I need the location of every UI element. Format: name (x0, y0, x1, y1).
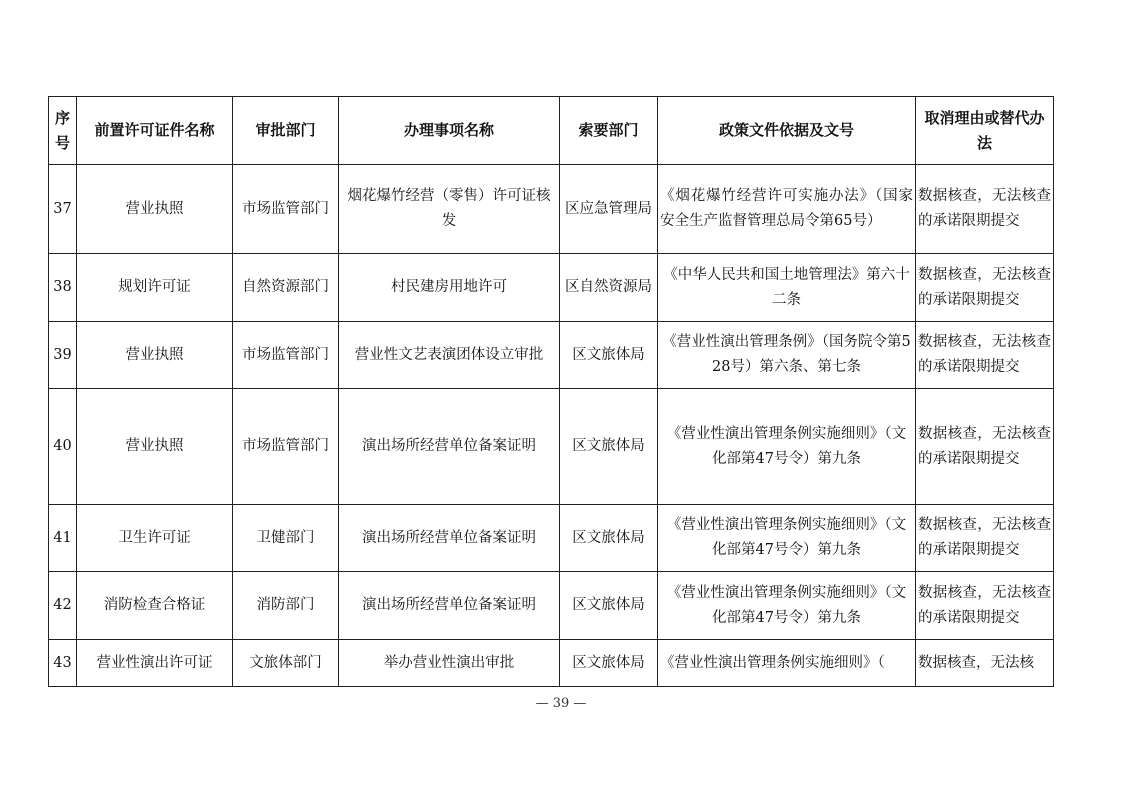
cell-policy: 《营业性演出管理条例实施细则》（ (658, 640, 916, 687)
cell-reason: 数据核查，无法核查的承诺限期提交 (916, 572, 1054, 640)
table-row (49, 322, 1054, 389)
header-policy-basis: 政策文件依据及文号 (658, 97, 916, 165)
cell-no: 42 (49, 572, 77, 640)
cell-no: 38 (49, 254, 77, 322)
cell-no: 37 (49, 165, 77, 254)
table-row (49, 165, 1054, 254)
cell-policy: 《营业性演出管理条例实施细则》（文化部第47号令）第九条 (658, 505, 916, 572)
cell-no: 40 (49, 389, 77, 505)
cell-req: 区文旅体局 (560, 572, 658, 640)
cell-dept: 市场监管部门 (233, 165, 339, 254)
header-cancel-reason: 取消理由或替代办法 (916, 97, 1054, 165)
header-approval-dept: 审批部门 (233, 97, 339, 165)
page-number: — 39 — (535, 696, 587, 711)
cell-cert: 卫生许可证 (77, 505, 233, 572)
header-requesting-dept: 索要部门 (560, 97, 658, 165)
header-item-name: 办理事项名称 (339, 97, 560, 165)
cell-dept: 市场监管部门 (233, 389, 339, 505)
cell-req: 区文旅体局 (560, 505, 658, 572)
cell-no: 41 (49, 505, 77, 572)
cell-policy: 《营业性演出管理条例实施细则》（文化部第47号令）第九条 (658, 389, 916, 505)
cell-item: 演出场所经营单位备案证明 (339, 389, 560, 505)
permit-table (48, 96, 1054, 687)
cell-cert: 营业执照 (77, 322, 233, 389)
cell-dept: 自然资源部门 (233, 254, 339, 322)
table-row (49, 505, 1054, 572)
cell-item: 演出场所经营单位备案证明 (339, 505, 560, 572)
cell-item: 村民建房用地许可 (339, 254, 560, 322)
cell-reason: 数据核查，无法核 (916, 640, 1054, 687)
cell-no: 39 (49, 322, 77, 389)
header-row (49, 97, 1054, 165)
cell-reason: 数据核查，无法核查的承诺限期提交 (916, 322, 1054, 389)
cell-req: 区自然资源局 (560, 254, 658, 322)
cell-policy: 《烟花爆竹经营许可实施办法》（国家安全生产监督管理总局令第65号） (658, 165, 916, 254)
cell-item: 烟花爆竹经营（零售）许可证核发 (339, 165, 560, 254)
header-seq: 序号 (49, 97, 77, 165)
header-cert-name: 前置许可证件名称 (77, 97, 233, 165)
cell-cert: 营业执照 (77, 389, 233, 505)
cell-req: 区文旅体局 (560, 322, 658, 389)
cell-dept: 卫健部门 (233, 505, 339, 572)
cell-cert: 规划许可证 (77, 254, 233, 322)
cell-req: 区文旅体局 (560, 389, 658, 505)
table-row (49, 572, 1054, 640)
cell-dept: 文旅体部门 (233, 640, 339, 687)
cell-reason: 数据核查，无法核查的承诺限期提交 (916, 165, 1054, 254)
cell-cert: 营业执照 (77, 165, 233, 254)
cell-req: 区文旅体局 (560, 640, 658, 687)
cell-item: 演出场所经营单位备案证明 (339, 572, 560, 640)
cell-reason: 数据核查，无法核查的承诺限期提交 (916, 254, 1054, 322)
table-row (49, 640, 1054, 687)
cell-policy: 《营业性演出管理条例》（国务院令第528号）第六条、第七条 (658, 322, 916, 389)
table-row (49, 254, 1054, 322)
cell-policy: 《中华人民共和国土地管理法》第六十二条 (658, 254, 916, 322)
cell-item: 营业性文艺表演团体设立审批 (339, 322, 560, 389)
cell-cert: 消防检查合格证 (77, 572, 233, 640)
cell-req: 区应急管理局 (560, 165, 658, 254)
table-row (49, 389, 1054, 505)
cell-no: 43 (49, 640, 77, 687)
cell-policy: 《营业性演出管理条例实施细则》（文化部第47号令）第九条 (658, 572, 916, 640)
cell-item: 举办营业性演出审批 (339, 640, 560, 687)
cell-dept: 消防部门 (233, 572, 339, 640)
cell-reason: 数据核查，无法核查的承诺限期提交 (916, 389, 1054, 505)
cell-reason: 数据核查，无法核查的承诺限期提交 (916, 505, 1054, 572)
cell-cert: 营业性演出许可证 (77, 640, 233, 687)
cell-dept: 市场监管部门 (233, 322, 339, 389)
